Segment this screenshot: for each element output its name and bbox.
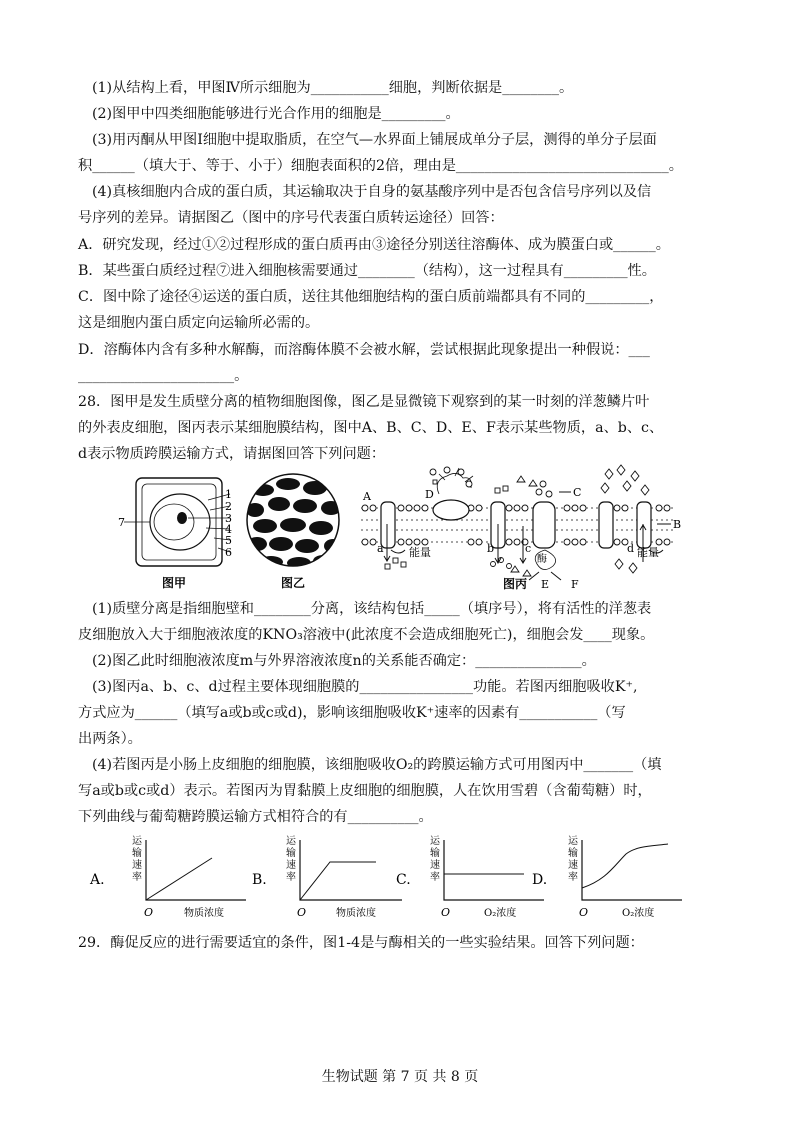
bing-label-B: B <box>673 518 682 531</box>
q27-item-c-line2: 这是细胞内蛋白质定向运输所必需的。 <box>78 315 320 331</box>
q27-item-b: B．某些蛋白质经过程⑦进入细胞核需要通过________（结构），这一过程具有_________性。 <box>78 263 656 279</box>
jia-label-6: 6 <box>225 546 232 559</box>
bing-label-b: b <box>487 542 495 555</box>
graph-b-ylabel-3: 速 <box>286 860 296 871</box>
q27-item-a: A．研究发现，经过①②过程形成的蛋白质再由③途径分别送往溶酶体、成为膜蛋白或______。 <box>78 237 670 253</box>
graph-c-ylabel-4: 率 <box>430 872 440 883</box>
bing-energy-1: 能量 <box>409 546 431 559</box>
graph-b-ylabel-1: 运 <box>286 836 296 847</box>
q27-part2: (2)图甲中四类细胞能够进行光合作用的细胞是_________。 <box>92 106 460 122</box>
graph-d-origin: O <box>579 906 589 919</box>
q28-part2: (2)图乙此时细胞液浓度m与外界溶液浓度n的关系能否确定：_______________。 <box>92 653 596 669</box>
q28-stem-line1: 28．图甲是发生质壁分离的植物细胞图像，图乙是显微镜下观察到的某一时刻的洋葱鳞片叶 <box>78 394 650 410</box>
bing-label-A: A <box>363 490 371 503</box>
graph-c-xlabel: O₂浓度 <box>484 908 517 919</box>
figure-bing-caption: 图丙 <box>503 577 528 591</box>
jia-label-2: 2 <box>225 500 232 513</box>
graph-a-ylabel-3: 速 <box>132 860 142 871</box>
graph-b-origin: O <box>297 906 307 919</box>
jia-label-7: 7 <box>118 516 125 529</box>
page-footer: 生物试题 第 7 页 共 8 页 <box>321 1069 479 1085</box>
graph-a <box>89 835 246 919</box>
q28-part1-line2: 皮细胞放入大于细胞液浓度的KNO₃溶液中(此浓度不会造成细胞死亡)，细胞会发____现象。 <box>78 627 655 643</box>
q28-part4-line1: (4)若图丙是小肠上皮细胞的细胞膜，该细胞吸收O₂的跨膜运输方式可用图丙中_______（填 <box>92 757 662 773</box>
graph-b-xlabel: 物质浓度 <box>336 908 376 919</box>
q27-item-d-line1: D．溶酶体内含有多种水解酶，而溶酶体膜不会被水解，尝试根据此现象提出一种假说：___ <box>78 342 650 358</box>
graph-d-option: D. <box>532 872 548 888</box>
q29-stem: 29．酶促反应的进行需要适宜的条件，图1-4是与酶相关的一些实验结果。回答下列问题： <box>78 935 644 951</box>
q27-item-d-line2: ______________________。 <box>78 368 249 384</box>
graph-b-curve <box>300 862 376 900</box>
bing-label-C: C <box>573 486 582 499</box>
graph-a-ylabel-2: 输 <box>132 848 142 859</box>
bing-label-d: d <box>627 542 635 555</box>
graph-b-ylabel-4: 率 <box>286 872 296 883</box>
jia-label-1: 1 <box>225 488 232 501</box>
graph-d <box>532 835 682 919</box>
q27-part4-line1: (4)真核细胞内合成的蛋白质，其运输取决于自身的氨基酸序列中是否包含信号序列以及信 <box>92 184 652 200</box>
graph-d-xlabel: O₂浓度 <box>622 908 655 919</box>
graph-b-ylabel-2: 输 <box>286 848 296 859</box>
bing-label-c: c <box>525 542 532 555</box>
q28-part3-line2: 方式应为______（填写a或b或c或d)，影响该细胞吸收K⁺速率的因素有___________（写 <box>78 705 626 721</box>
graph-c-option: C. <box>396 872 411 888</box>
jia-label-3: 3 <box>225 512 232 525</box>
bing-label-D: D <box>425 488 434 501</box>
q27-item-c-line1: C．图中除了途径④运送的蛋白质，送往其他细胞结构的蛋白质前端都具有不同的_________， <box>78 289 664 305</box>
graph-a-option: A. <box>90 872 105 888</box>
graph-a-ylabel-1: 运 <box>132 836 142 847</box>
bing-enzyme: 酶 <box>537 554 547 565</box>
graph-d-ylabel-4: 率 <box>568 872 578 883</box>
graph-d-ylabel-2: 输 <box>568 848 578 859</box>
graph-c-ylabel-2: 输 <box>430 848 440 859</box>
bing-energy-2: 能量 <box>637 546 659 559</box>
q28-part3-line3: 出两条）。 <box>78 731 142 747</box>
q27-part4-line2: 号序列的差异。请据图乙（图中的序号代表蛋白质转运途径）回答： <box>78 210 504 226</box>
q27-part3-line2: 积______（填大于、等于、小于）细胞表面积的2倍，理由是______________________________。 <box>78 158 683 174</box>
graph-a-curve <box>146 858 212 900</box>
q28-stem-line2: 的外表皮细胞，图丙表示某细胞膜结构，图中A、B、C、D、E、F表示某些物质，a、b、c、 <box>78 420 664 436</box>
graph-a-ylabel-4: 率 <box>132 872 142 883</box>
figure-yi <box>243 470 348 590</box>
jia-label-5: 5 <box>225 534 232 547</box>
graph-c-ylabel-3: 速 <box>430 860 440 871</box>
q27-part1: (1)从结构上看，甲图Ⅳ所示细胞为___________细胞，判断依据是________。 <box>92 80 574 96</box>
figure-bing <box>353 464 683 592</box>
q28-stem-line3: d表示物质跨膜运输方式，请据图回答下列问题： <box>78 446 386 462</box>
q28-part4-line2: 写a或b或c或d）表示。若图丙为胃黏膜上皮细胞的细胞膜，人在饮用雪碧（含葡萄糖）时， <box>78 783 652 799</box>
q28-part3-line1: (3)图丙a、b、c、d过程主要体现细胞膜的________________功能。若图丙细胞吸收K⁺, <box>92 679 638 695</box>
graph-c <box>396 835 544 919</box>
graph-c-ylabel-1: 运 <box>430 836 440 847</box>
q28-part4-line3: 下列曲线与葡萄糖跨膜运输方式相符合的有__________。 <box>78 809 433 825</box>
graph-d-ylabel-3: 速 <box>568 860 578 871</box>
figure-jia <box>118 470 240 590</box>
figure-jia-caption: 图甲 <box>162 576 187 590</box>
graph-c-origin: O <box>441 906 451 919</box>
q27-part3-line1: (3)用丙酮从甲图Ⅰ细胞中提取脂质，在空气—水界面上铺展成单分子层，测得的单分子层面 <box>92 132 657 148</box>
bing-label-E: E <box>541 578 550 591</box>
graph-d-curve <box>582 844 668 888</box>
q28-part1-line1: (1)质壁分离是指细胞壁和________分离，该结构包括_____（填序号），将有活性的洋葱表 <box>92 601 652 617</box>
graph-b-option: B. <box>252 872 267 888</box>
graph-a-origin: O <box>144 906 154 919</box>
jia-label-4: 4 <box>225 523 232 536</box>
figure-yi-caption: 图乙 <box>281 576 306 590</box>
graph-b <box>252 835 402 919</box>
graph-d-ylabel-1: 运 <box>568 836 578 847</box>
bing-label-F: F <box>571 578 579 591</box>
bing-label-a: a <box>377 542 384 555</box>
option-graphs <box>86 830 726 922</box>
graph-a-xlabel: 物质浓度 <box>184 908 224 919</box>
